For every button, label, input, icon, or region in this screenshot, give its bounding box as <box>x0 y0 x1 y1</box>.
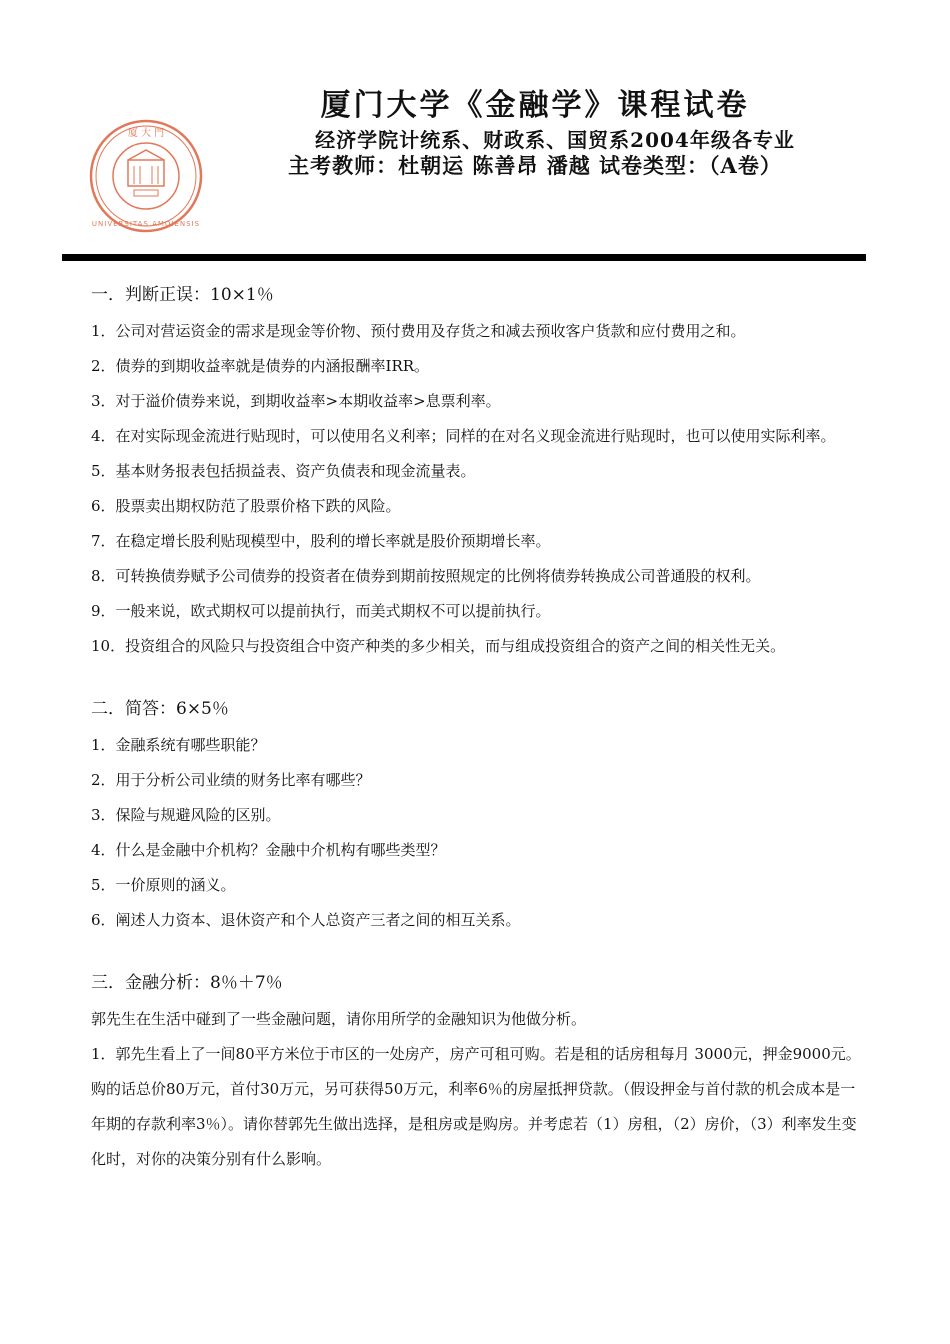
exam-content <box>91 276 861 1177</box>
question-item: 2．债券的到期收益率就是债券的内涵报酬率IRR。 <box>91 357 430 375</box>
question-item: 6．股票卖出期权防范了股票价格下跌的风险。 <box>91 497 401 515</box>
section-short-answer <box>91 690 861 938</box>
question-item: 1．郭先生看上了一间80平方米位于市区的一处房产，房产可租可购。若是租的话房租每月 3000元，押金9000元。购的话总价80万元，首付30万元，另可获得50万元，利率6％的房屋抵押贷款。（假设押金与首付款的机会成本是一年期的存款利率3％）。请你替郭先生做出选择，是租房或是购房。并考虑若（1）房租，（2）房价，（3）利率发生变化时，对你的决策分别有什么影响。 <box>91 1045 861 1168</box>
question-item: 1．公司对营运资金的需求是现金等价物、预付费用及存货之和减去预收客户货款和应付费用之和。 <box>91 322 746 340</box>
question-item: 3．保险与规避风险的区别。 <box>91 806 281 824</box>
question-item: 9．一般来说，欧式期权可以提前执行，而美式期权不可以提前执行。 <box>91 602 551 620</box>
question-item: 2．用于分析公司业绩的财务比率有哪些？ <box>91 771 371 789</box>
svg-text:UNIVERSITAS AMOIENSIS: UNIVERSITAS AMOIENSIS <box>91 220 201 228</box>
section-analysis <box>91 964 861 1177</box>
section-heading: 二．简答：6×5％ <box>91 699 229 719</box>
question-item: 7．在稳定增长股利贴现模型中，股利的增长率就是股价预期增长率。 <box>91 532 551 550</box>
question-item: 6．阐述人力资本、退休资产和个人总资产三者之间的相互关系。 <box>91 911 521 929</box>
header-divider <box>62 254 866 261</box>
section-heading: 三．金融分析：8％＋7％ <box>91 973 283 993</box>
question-item: 5．基本财务报表包括损益表、资产负债表和现金流量表。 <box>91 462 476 480</box>
exam-title: 厦门大学《金融学》课程试卷 <box>320 88 750 123</box>
section-judgment <box>91 276 861 664</box>
question-item: 5．一价原则的涵义。 <box>91 876 236 894</box>
question-item: 3．对于溢价债券来说，到期收益率>本期收益率>息票利率。 <box>91 392 501 410</box>
question-intro: 郭先生在生活中碰到了一些金融问题，请你用所学的金融知识为他做分析。 <box>91 1010 587 1028</box>
question-item: 4．什么是金融中介机构？金融中介机构有哪些类型？ <box>91 841 446 859</box>
exam-teachers: 主考教师：杜朝运 陈善昂 潘越 试卷类型：（A卷） <box>288 153 782 178</box>
question-item: 10．投资组合的风险只与投资组合中资产种类的多少相关，而与组成投资组合的资产之间的相关性无关。 <box>91 637 786 655</box>
question-item: 4．在对实际现金流进行贴现时，可以使用名义利率；同样的在对名义现金流进行贴现时，也可以使用实际利率。 <box>91 427 836 445</box>
section-heading: 一．判断正误：10×1％ <box>91 285 274 305</box>
question-item: 1．金融系统有哪些职能？ <box>91 736 266 754</box>
exam-subtitle: 经济学院计统系、财政系、国贸系2004年级各专业 <box>315 128 795 152</box>
question-item: 8．可转换债券赋予公司债券的投资者在债券到期前按照规定的比例将债券转换成公司普通股的权利。 <box>91 567 761 585</box>
svg-text:厦 大 門: 厦 大 門 <box>127 128 165 139</box>
